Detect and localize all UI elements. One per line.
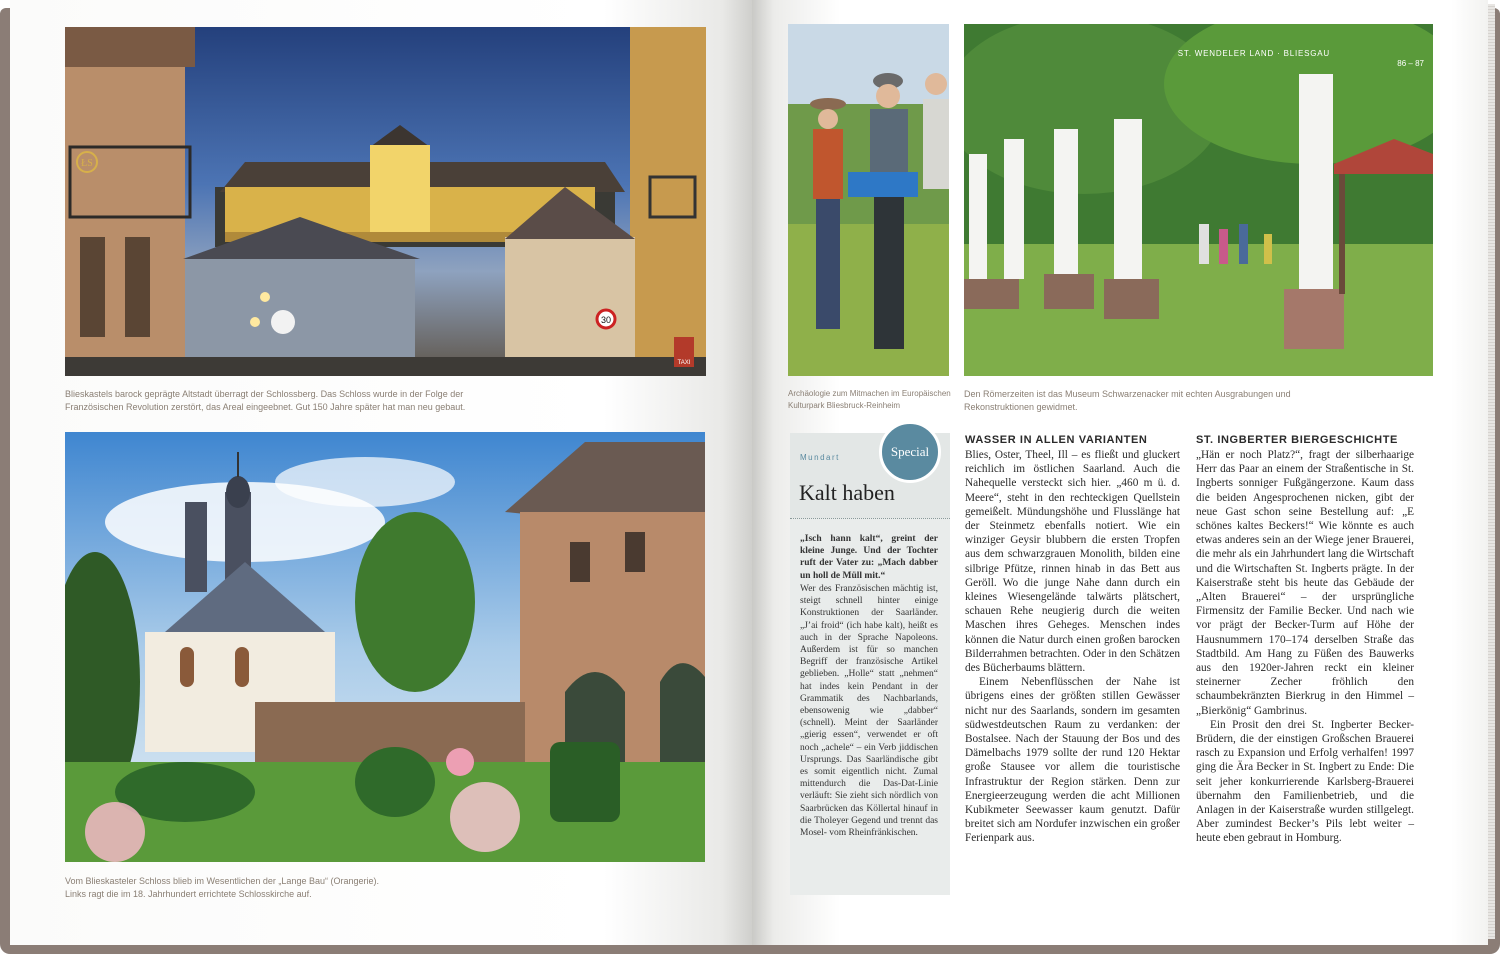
running-head-pages: 86 – 87: [1397, 59, 1424, 68]
crest-text: ŁS: [81, 158, 93, 169]
special-badge-label: Special: [890, 444, 930, 459]
photo-blieskastel-old-town: [65, 27, 706, 376]
sidebar-divider: [790, 518, 950, 519]
caption-line: Vom Blieskasteler Schloss blieb im Wesentlichen der „Lange Bau“ (Orangerie).: [65, 876, 379, 886]
caption-archaeology: [788, 388, 958, 412]
article-heading-water: WASSER IN ALLEN VARIANTEN: [965, 434, 1148, 446]
sidebar-title: Kalt haben: [799, 480, 895, 505]
caption-orangerie: [65, 875, 705, 901]
article-paragraph: Blies, Oster, Theel, Ill – es fließt und gluckert reichlich im östlichen Saarland. Auch die Nahequelle versteckt sich hier. „460 m ü. d. Meere“, steht in den rechteckigen Quellstein gemeißelt. Mündungshöhe und Flusslänge hat der Steinmetz ebenfalls notiert. Wie ein winziger Geysir blubbern die ersten Tropfen aus dem schwarzgrauen Monolith, bilden eine silbrige Pfütze, rinnen hinab in das Bett aus Geröll. Wo die junge Nahe dann durch ein kleines Wiesengelände talwärts plätschert, schauen Rehe neugierig durch die weiten Maschen ihres Geheges. Menschen indes können die Natur durch einen großen barocken Bilderrahmen betrachten. Oder in den Schätzen des Bücherbaums blättern.: [965, 449, 1180, 675]
caption-line: Rekonstruktionen gewidmet.: [964, 402, 1078, 412]
article-paragraph: Einem Nebenflüsschen der Nahe ist übrigens eines der größten stillen Gewässer nicht nur des Saarlands, sondern im gesamten südwestdeutschen Raum zu verdanken: der Bostalsee. Nach der Stauung der Bos und des Dämelbachs 1979 sollte der rund 120 Hektar große Stausee vor allem die touristische Infrastruktur der Region stärken. Denn zur Energieerzeugung werden die acht Millionen Kubikmeter Seewasser kaum genutzt. Dafür breitet sich am Nordufer inzwischen ein großer Ferienpark aus.: [965, 676, 1180, 845]
article-paragraph: „Hän er noch Platz?“, fragt der silberhaarige Herr das Paar an einem der Straßentische in St. Ingberts sonniger Fußgängerzone. Kaum dass die beiden Angesprochenen nicken, gibt der neue Gast schon seine Bestellung auf: „E schönes kaltes Beckers!“ Wie könnte es auch etwas anderes sein an der Wiege jener Brauerei, die mehr als ein Jahrhundert lang die Wirtschaft und die Wirtschaften St. Ingberts prägte. In der Kaiserstraße steht bis heute das Gebäude der „Alten Brauerei“ – der ursprüngliche Firmensitz der Familie Becker. Und nach wie vor prägt der Becker-Turm auf Höhe der Hausnummern 170–174 derselben Straße das Stadtbild. Am Hang zu Füßen des Bauwerks aus den 1920er-Jahren reckt ein kleiner steinerner Zecher fröhlich den schaumbekränzten Bierkrug in den Himmel – „Bierkönig“ Gambrinus.: [1196, 449, 1414, 717]
caption-line: Kulturpark Bliesbruck-Reinheim: [788, 401, 901, 410]
special-badge: [879, 421, 941, 483]
special-sidebar: [790, 433, 950, 895]
photo-roman-columns: [964, 24, 1433, 376]
blieskastel-illustration: [65, 27, 706, 376]
orangerie-illustration: [65, 432, 705, 862]
article-water: [965, 448, 1180, 846]
article-heading-beer: ST. INGBERTER BIERGESCHICHTE: [1196, 434, 1398, 446]
page-edges: [1488, 4, 1495, 939]
photo-orangerie-church: [65, 432, 705, 862]
roman-columns-illustration: [964, 24, 1433, 376]
speed-sign-text: 30: [600, 315, 612, 325]
sidebar-kicker: Mundart: [800, 453, 840, 462]
archaeology-illustration: [788, 24, 949, 376]
article-beer: [1196, 448, 1414, 846]
caption-line: Archäologie zum Mitmachen im Europäischen: [788, 389, 951, 398]
article-paragraph: Ein Prosit den drei St. Ingberter Becker-Brüdern, die der einstigen Großschen Brauerei rasch zu Expansion und Erfolg verhalfen! 1997 ging die Ära Becker in St. Ingbert zu Ende: Die seit jeher konkurrierende Karlsberg-Brauerei übernahm den Familienbetrieb, und die Anlagen in der Kaiserstraße wurden stillgelegt. Aber zumindest Becker’s Pils lebt weiter – heute eben gebraut in Homburg.: [1196, 718, 1414, 845]
caption-line: Blieskastels barock geprägte Altstadt überragt der Schlossberg. Das Schloss wurde in der Folge der: [65, 389, 464, 399]
sidebar-lead: „Isch hann kalt“, greint der kleine Junge. Und der Tochter ruft der Vater zu: „Mach dabber un holl de Müll mit.“: [800, 534, 938, 581]
sidebar-body: Wer des Französischen mächtig ist, steigt schnell hinter einige Konstruktionen der Saarländer. „J’ai froid“ (ich habe kalt), heißt es auch in der Sprache Napoleons. Außerdem ist für so manchen Begriff der französische Artikel geblieben. „Holle“ statt „nehmen“ hat indes kein Pendant in der Grammatik des Nachbarlands, ebensowenig wie „dabber“ (schnell). Meint der Saarländer „gierig essen“, verwendet er oft noch „achele“ – ein Verb jiddischen Ursprungs. Das Saarländische gibt es somit eigentlich nicht. Zumal mittendurch die Das-Dat-Linie verläuft: Sie zieht sich nördlich von Saarbrücken das Köllertal hinauf in die Tholeyer Gegend und trennt das Mosel- vom Rheinfränkischen.: [800, 584, 938, 839]
running-head-section: ST. WENDELER LAND · BLIESGAU: [1177, 49, 1330, 58]
photo-archaeology: [788, 24, 949, 376]
taxi-sign-text: TAXI: [677, 360, 691, 366]
caption-line: Französischen Revolution zerstört, das Areal eingeebnet. Gut 150 Jahre später hat man neu gebaut.: [65, 402, 466, 412]
caption-line: Den Römerzeiten ist das Museum Schwarzenacker mit echten Ausgrabungen und: [964, 389, 1291, 399]
caption-blieskastel: [65, 388, 705, 414]
caption-museum: [964, 388, 1434, 414]
caption-line: Links ragt die im 18. Jahrhundert errichtete Schlosskirche auf.: [65, 889, 312, 899]
